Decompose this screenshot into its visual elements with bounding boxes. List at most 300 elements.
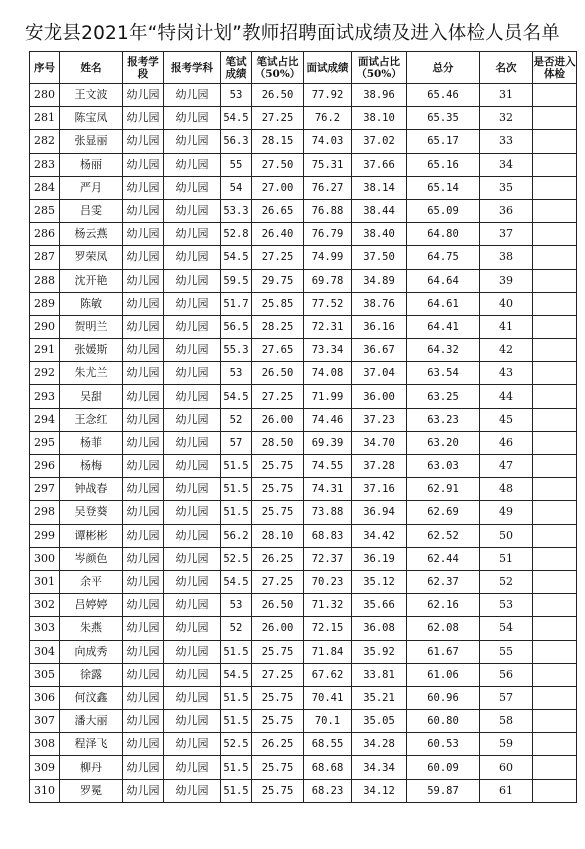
stage-cell: 幼儿园 — [123, 84, 164, 107]
rank-cell: 38 — [480, 246, 533, 269]
total-score-cell: 63.03 — [407, 455, 480, 478]
written-score-cell: 56.2 — [221, 524, 252, 547]
written-score-cell: 52.5 — [221, 547, 252, 570]
written-weighted-cell: 25.75 — [252, 686, 304, 709]
stage-cell: 幼儿园 — [123, 570, 164, 593]
total-score-cell: 61.06 — [407, 663, 480, 686]
written-score-cell: 51.5 — [221, 686, 252, 709]
name-cell: 陈敏 — [60, 292, 123, 315]
results-table — [29, 51, 577, 803]
rank-cell: 52 — [480, 570, 533, 593]
index-cell: 285 — [30, 199, 60, 222]
name-cell: 朱尤兰 — [60, 362, 123, 385]
written-weighted-cell: 26.50 — [252, 84, 304, 107]
name-cell: 余平 — [60, 570, 123, 593]
stage-cell: 幼儿园 — [123, 617, 164, 640]
table-row — [30, 686, 577, 709]
total-score-cell: 62.16 — [407, 594, 480, 617]
written-score-cell: 53 — [221, 594, 252, 617]
interview-weighted-cell: 38.14 — [352, 176, 407, 199]
subject-cell: 幼儿园 — [164, 594, 221, 617]
interview-score-cell: 71.99 — [304, 385, 352, 408]
table-row — [30, 779, 577, 802]
stage-cell: 幼儿园 — [123, 130, 164, 153]
subject-cell: 幼儿园 — [164, 524, 221, 547]
rank-cell: 55 — [480, 640, 533, 663]
header-row — [30, 52, 577, 84]
subject-cell: 幼儿园 — [164, 315, 221, 338]
physical-exam-cell — [533, 130, 577, 153]
table-row — [30, 246, 577, 269]
subject-cell: 幼儿园 — [164, 408, 221, 431]
physical-exam-cell — [533, 107, 577, 130]
index-cell: 280 — [30, 84, 60, 107]
table-row — [30, 663, 577, 686]
interview-score-cell: 68.83 — [304, 524, 352, 547]
name-cell: 程泽飞 — [60, 733, 123, 756]
physical-exam-cell — [533, 594, 577, 617]
table-row — [30, 339, 577, 362]
subject-cell: 幼儿园 — [164, 756, 221, 779]
column-header: 报考学科 — [164, 52, 221, 84]
physical-exam-cell — [533, 617, 577, 640]
written-score-cell: 54.5 — [221, 570, 252, 593]
subject-cell: 幼儿园 — [164, 478, 221, 501]
name-cell: 钟战春 — [60, 478, 123, 501]
interview-weighted-cell: 34.34 — [352, 756, 407, 779]
written-weighted-cell: 27.25 — [252, 570, 304, 593]
interview-weighted-cell: 37.16 — [352, 478, 407, 501]
index-cell: 306 — [30, 686, 60, 709]
index-cell: 293 — [30, 385, 60, 408]
interview-weighted-cell: 37.02 — [352, 130, 407, 153]
interview-weighted-cell: 33.81 — [352, 663, 407, 686]
stage-cell: 幼儿园 — [123, 339, 164, 362]
interview-weighted-cell: 38.40 — [352, 223, 407, 246]
interview-score-cell: 68.55 — [304, 733, 352, 756]
stage-cell: 幼儿园 — [123, 107, 164, 130]
rank-cell: 59 — [480, 733, 533, 756]
written-score-cell: 51.5 — [221, 478, 252, 501]
interview-weighted-cell: 35.12 — [352, 570, 407, 593]
subject-cell: 幼儿园 — [164, 640, 221, 663]
table-row — [30, 640, 577, 663]
interview-score-cell: 76.88 — [304, 199, 352, 222]
written-weighted-cell: 25.75 — [252, 640, 304, 663]
name-cell: 谭彬彬 — [60, 524, 123, 547]
column-header: 是否进入体检 — [533, 52, 577, 84]
stage-cell: 幼儿园 — [123, 223, 164, 246]
interview-score-cell: 77.52 — [304, 292, 352, 315]
rank-cell: 60 — [480, 756, 533, 779]
rank-cell: 33 — [480, 130, 533, 153]
table-row — [30, 617, 577, 640]
physical-exam-cell — [533, 246, 577, 269]
name-cell: 沈开艳 — [60, 269, 123, 292]
stage-cell: 幼儿园 — [123, 455, 164, 478]
table-row — [30, 710, 577, 733]
index-cell: 303 — [30, 617, 60, 640]
index-cell: 287 — [30, 246, 60, 269]
rank-cell: 44 — [480, 385, 533, 408]
index-cell: 289 — [30, 292, 60, 315]
stage-cell: 幼儿园 — [123, 594, 164, 617]
total-score-cell: 60.96 — [407, 686, 480, 709]
subject-cell: 幼儿园 — [164, 431, 221, 454]
name-cell: 王文波 — [60, 84, 123, 107]
interview-score-cell: 72.31 — [304, 315, 352, 338]
total-score-cell: 64.80 — [407, 223, 480, 246]
stage-cell: 幼儿园 — [123, 153, 164, 176]
interview-score-cell: 74.55 — [304, 455, 352, 478]
written-score-cell: 51.7 — [221, 292, 252, 315]
written-score-cell: 51.5 — [221, 710, 252, 733]
table-body — [30, 84, 577, 803]
stage-cell: 幼儿园 — [123, 524, 164, 547]
name-cell: 徐露 — [60, 663, 123, 686]
rank-cell: 45 — [480, 408, 533, 431]
interview-score-cell: 72.37 — [304, 547, 352, 570]
rank-cell: 41 — [480, 315, 533, 338]
stage-cell: 幼儿园 — [123, 478, 164, 501]
index-cell: 300 — [30, 547, 60, 570]
interview-score-cell: 71.84 — [304, 640, 352, 663]
name-cell: 罗荣凤 — [60, 246, 123, 269]
name-cell: 何汶鑫 — [60, 686, 123, 709]
table-row — [30, 478, 577, 501]
table-row — [30, 524, 577, 547]
physical-exam-cell — [533, 339, 577, 362]
total-score-cell: 62.37 — [407, 570, 480, 593]
rank-cell: 47 — [480, 455, 533, 478]
interview-weighted-cell: 34.28 — [352, 733, 407, 756]
interview-weighted-cell: 37.04 — [352, 362, 407, 385]
written-score-cell: 52.5 — [221, 733, 252, 756]
interview-weighted-cell: 35.21 — [352, 686, 407, 709]
column-header: 序号 — [30, 52, 60, 84]
physical-exam-cell — [533, 663, 577, 686]
stage-cell: 幼儿园 — [123, 547, 164, 570]
name-cell: 王念红 — [60, 408, 123, 431]
written-weighted-cell: 25.85 — [252, 292, 304, 315]
name-cell: 柳丹 — [60, 756, 123, 779]
table-row — [30, 107, 577, 130]
written-weighted-cell: 26.40 — [252, 223, 304, 246]
total-score-cell: 64.64 — [407, 269, 480, 292]
index-cell: 310 — [30, 779, 60, 802]
physical-exam-cell — [533, 547, 577, 570]
interview-score-cell: 70.23 — [304, 570, 352, 593]
subject-cell: 幼儿园 — [164, 107, 221, 130]
total-score-cell: 62.69 — [407, 501, 480, 524]
total-score-cell: 62.44 — [407, 547, 480, 570]
written-score-cell: 57 — [221, 431, 252, 454]
rank-cell: 61 — [480, 779, 533, 802]
stage-cell: 幼儿园 — [123, 199, 164, 222]
written-score-cell: 55.3 — [221, 339, 252, 362]
table-row — [30, 84, 577, 107]
interview-score-cell: 74.31 — [304, 478, 352, 501]
total-score-cell: 60.80 — [407, 710, 480, 733]
written-weighted-cell: 25.75 — [252, 478, 304, 501]
written-weighted-cell: 25.75 — [252, 756, 304, 779]
stage-cell: 幼儿园 — [123, 779, 164, 802]
subject-cell: 幼儿园 — [164, 176, 221, 199]
total-score-cell: 65.17 — [407, 130, 480, 153]
interview-score-cell: 74.08 — [304, 362, 352, 385]
written-score-cell: 51.5 — [221, 756, 252, 779]
table-row — [30, 455, 577, 478]
physical-exam-cell — [533, 292, 577, 315]
interview-weighted-cell: 38.96 — [352, 84, 407, 107]
table-row — [30, 269, 577, 292]
index-cell: 284 — [30, 176, 60, 199]
name-cell: 吴登葵 — [60, 501, 123, 524]
total-score-cell: 65.16 — [407, 153, 480, 176]
table-row — [30, 547, 577, 570]
name-cell: 杨菲 — [60, 431, 123, 454]
subject-cell: 幼儿园 — [164, 663, 221, 686]
subject-cell: 幼儿园 — [164, 779, 221, 802]
rank-cell: 43 — [480, 362, 533, 385]
interview-score-cell: 73.34 — [304, 339, 352, 362]
interview-weighted-cell: 34.42 — [352, 524, 407, 547]
interview-score-cell: 68.23 — [304, 779, 352, 802]
written-score-cell: 54.5 — [221, 107, 252, 130]
total-score-cell: 63.20 — [407, 431, 480, 454]
interview-weighted-cell: 34.12 — [352, 779, 407, 802]
written-weighted-cell: 26.65 — [252, 199, 304, 222]
written-score-cell: 54.5 — [221, 246, 252, 269]
written-weighted-cell: 25.75 — [252, 455, 304, 478]
subject-cell: 幼儿园 — [164, 362, 221, 385]
subject-cell: 幼儿园 — [164, 617, 221, 640]
stage-cell: 幼儿园 — [123, 246, 164, 269]
index-cell: 308 — [30, 733, 60, 756]
subject-cell: 幼儿园 — [164, 455, 221, 478]
column-header: 名次 — [480, 52, 533, 84]
subject-cell: 幼儿园 — [164, 199, 221, 222]
name-cell: 贺明兰 — [60, 315, 123, 338]
interview-weighted-cell: 36.67 — [352, 339, 407, 362]
subject-cell: 幼儿园 — [164, 570, 221, 593]
name-cell: 杨云燕 — [60, 223, 123, 246]
rank-cell: 31 — [480, 84, 533, 107]
index-cell: 299 — [30, 524, 60, 547]
column-header: 笔试占比（50%） — [252, 52, 304, 84]
name-cell: 岑颜色 — [60, 547, 123, 570]
name-cell: 潘大丽 — [60, 710, 123, 733]
interview-weighted-cell: 36.00 — [352, 385, 407, 408]
interview-score-cell: 70.1 — [304, 710, 352, 733]
written-weighted-cell: 25.75 — [252, 710, 304, 733]
stage-cell: 幼儿园 — [123, 663, 164, 686]
written-weighted-cell: 27.25 — [252, 385, 304, 408]
written-score-cell: 51.5 — [221, 779, 252, 802]
written-score-cell: 56.3 — [221, 130, 252, 153]
physical-exam-cell — [533, 176, 577, 199]
interview-weighted-cell: 36.16 — [352, 315, 407, 338]
physical-exam-cell — [533, 640, 577, 663]
written-score-cell: 51.5 — [221, 501, 252, 524]
written-weighted-cell: 25.75 — [252, 501, 304, 524]
total-score-cell: 59.87 — [407, 779, 480, 802]
rank-cell: 54 — [480, 617, 533, 640]
index-cell: 282 — [30, 130, 60, 153]
written-weighted-cell: 27.50 — [252, 153, 304, 176]
stage-cell: 幼儿园 — [123, 292, 164, 315]
interview-score-cell: 76.2 — [304, 107, 352, 130]
subject-cell: 幼儿园 — [164, 153, 221, 176]
name-cell: 陈宝凤 — [60, 107, 123, 130]
written-score-cell: 54.5 — [221, 385, 252, 408]
physical-exam-cell — [533, 84, 577, 107]
written-weighted-cell: 26.00 — [252, 617, 304, 640]
physical-exam-cell — [533, 570, 577, 593]
rank-cell: 57 — [480, 686, 533, 709]
subject-cell: 幼儿园 — [164, 710, 221, 733]
stage-cell: 幼儿园 — [123, 176, 164, 199]
index-cell: 295 — [30, 431, 60, 454]
index-cell: 309 — [30, 756, 60, 779]
physical-exam-cell — [533, 779, 577, 802]
subject-cell: 幼儿园 — [164, 501, 221, 524]
written-weighted-cell: 28.15 — [252, 130, 304, 153]
subject-cell: 幼儿园 — [164, 84, 221, 107]
written-weighted-cell: 27.00 — [252, 176, 304, 199]
total-score-cell: 64.75 — [407, 246, 480, 269]
rank-cell: 40 — [480, 292, 533, 315]
written-weighted-cell: 28.10 — [252, 524, 304, 547]
stage-cell: 幼儿园 — [123, 385, 164, 408]
name-cell: 吕雯 — [60, 199, 123, 222]
written-weighted-cell: 26.50 — [252, 594, 304, 617]
stage-cell: 幼儿园 — [123, 756, 164, 779]
interview-weighted-cell: 34.89 — [352, 269, 407, 292]
written-score-cell: 51.5 — [221, 640, 252, 663]
subject-cell: 幼儿园 — [164, 686, 221, 709]
table-row — [30, 733, 577, 756]
rank-cell: 50 — [480, 524, 533, 547]
total-score-cell: 65.09 — [407, 199, 480, 222]
stage-cell: 幼儿园 — [123, 686, 164, 709]
physical-exam-cell — [533, 501, 577, 524]
interview-score-cell: 73.88 — [304, 501, 352, 524]
written-score-cell: 54.5 — [221, 663, 252, 686]
physical-exam-cell — [533, 408, 577, 431]
name-cell: 杨梅 — [60, 455, 123, 478]
index-cell: 302 — [30, 594, 60, 617]
physical-exam-cell — [533, 315, 577, 338]
total-score-cell: 64.32 — [407, 339, 480, 362]
rank-cell: 39 — [480, 269, 533, 292]
subject-cell: 幼儿园 — [164, 223, 221, 246]
interview-weighted-cell: 35.92 — [352, 640, 407, 663]
written-weighted-cell: 25.75 — [252, 779, 304, 802]
name-cell: 张显丽 — [60, 130, 123, 153]
physical-exam-cell — [533, 385, 577, 408]
interview-score-cell: 76.79 — [304, 223, 352, 246]
total-score-cell: 61.67 — [407, 640, 480, 663]
stage-cell: 幼儿园 — [123, 408, 164, 431]
rank-cell: 34 — [480, 153, 533, 176]
physical-exam-cell — [533, 153, 577, 176]
rank-cell: 49 — [480, 501, 533, 524]
written-score-cell: 56.5 — [221, 315, 252, 338]
subject-cell: 幼儿园 — [164, 385, 221, 408]
stage-cell: 幼儿园 — [123, 733, 164, 756]
rank-cell: 37 — [480, 223, 533, 246]
name-cell: 吴甜 — [60, 385, 123, 408]
physical-exam-cell — [533, 199, 577, 222]
interview-weighted-cell: 37.28 — [352, 455, 407, 478]
physical-exam-cell — [533, 756, 577, 779]
rank-cell: 32 — [480, 107, 533, 130]
table-row — [30, 292, 577, 315]
written-score-cell: 53 — [221, 362, 252, 385]
name-cell: 杨丽 — [60, 153, 123, 176]
written-weighted-cell: 26.25 — [252, 547, 304, 570]
total-score-cell: 63.23 — [407, 408, 480, 431]
physical-exam-cell — [533, 455, 577, 478]
rank-cell: 53 — [480, 594, 533, 617]
index-cell: 290 — [30, 315, 60, 338]
index-cell: 292 — [30, 362, 60, 385]
total-score-cell: 65.14 — [407, 176, 480, 199]
physical-exam-cell — [533, 524, 577, 547]
subject-cell: 幼儿园 — [164, 292, 221, 315]
table-row — [30, 362, 577, 385]
written-score-cell: 51.5 — [221, 455, 252, 478]
physical-exam-cell — [533, 223, 577, 246]
rank-cell: 36 — [480, 199, 533, 222]
index-cell: 304 — [30, 640, 60, 663]
document-title: 安龙县2021年“特岗计划”教师招聘面试成绩及进入体检人员名单 — [25, 23, 560, 44]
index-cell: 283 — [30, 153, 60, 176]
interview-weighted-cell: 35.66 — [352, 594, 407, 617]
written-weighted-cell: 27.25 — [252, 663, 304, 686]
table-row — [30, 315, 577, 338]
written-weighted-cell: 26.25 — [252, 733, 304, 756]
total-score-cell: 60.09 — [407, 756, 480, 779]
stage-cell: 幼儿园 — [123, 710, 164, 733]
table-row — [30, 223, 577, 246]
interview-score-cell: 70.41 — [304, 686, 352, 709]
interview-score-cell: 67.62 — [304, 663, 352, 686]
index-cell: 305 — [30, 663, 60, 686]
stage-cell: 幼儿园 — [123, 501, 164, 524]
table-row — [30, 570, 577, 593]
name-cell: 严月 — [60, 176, 123, 199]
written-weighted-cell: 26.00 — [252, 408, 304, 431]
subject-cell: 幼儿园 — [164, 130, 221, 153]
total-score-cell: 64.41 — [407, 315, 480, 338]
interview-score-cell: 75.31 — [304, 153, 352, 176]
physical-exam-cell — [533, 733, 577, 756]
table-row — [30, 501, 577, 524]
table-row — [30, 153, 577, 176]
interview-score-cell: 74.46 — [304, 408, 352, 431]
interview-weighted-cell: 36.19 — [352, 547, 407, 570]
interview-weighted-cell: 36.08 — [352, 617, 407, 640]
physical-exam-cell — [533, 478, 577, 501]
total-score-cell: 63.54 — [407, 362, 480, 385]
stage-cell: 幼儿园 — [123, 362, 164, 385]
table-row — [30, 199, 577, 222]
interview-score-cell: 74.03 — [304, 130, 352, 153]
total-score-cell: 65.46 — [407, 84, 480, 107]
written-weighted-cell: 28.25 — [252, 315, 304, 338]
